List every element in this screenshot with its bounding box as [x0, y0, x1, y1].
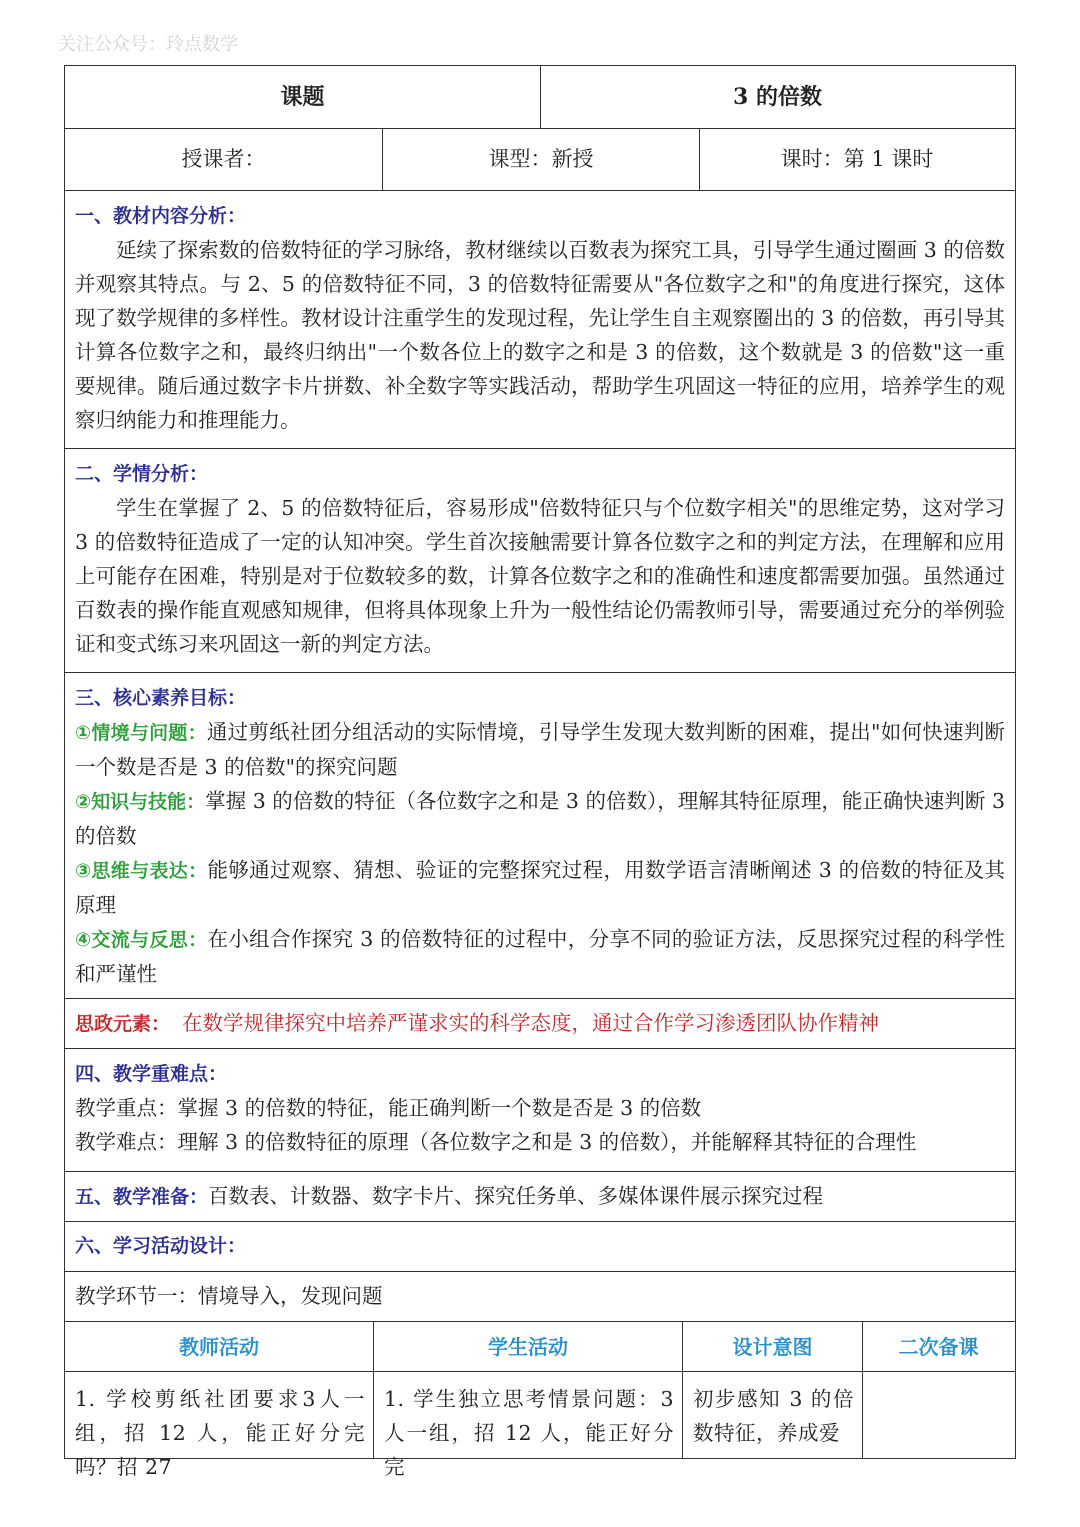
teacher-activity-cell: 1. 学校剪纸社团要求3人一组，招 12 人，能正好分完吗？招 27 — [75, 1387, 365, 1479]
goal-item — [75, 715, 1005, 784]
goal-text: 在小组合作探究 3 的倍数特征的过程中，分享不同的验证方法，反思探究过程的科学性和严谨性 — [75, 927, 1006, 986]
design-intent-header: 设计意图 — [682, 1322, 862, 1371]
lesson-plan-table — [64, 65, 1016, 1479]
goal-label: ①情境与问题： — [75, 722, 207, 744]
preparation-section — [65, 1172, 1015, 1222]
goal-item — [75, 853, 1005, 922]
goal-text: 通过剪纸社团分组活动的实际情境，引导学生发现大数判断的困难，提出"如何快速判断一个数是否是 3 的倍数"的探究问题 — [75, 720, 1005, 779]
preparation-text: 百数表、计数器、数字卡片、探究任务单、多媒体课件展示探究过程 — [208, 1184, 824, 1208]
teacher-activity-header: 教师活动 — [179, 1334, 259, 1359]
lesson-type-cell: 课型：新授 — [382, 129, 699, 190]
teacher-cell: 授课者： — [181, 146, 266, 171]
activity-design-heading: 六、学习活动设计： — [75, 1235, 247, 1257]
watermark: 关注公众号：玲点数学 — [58, 34, 238, 55]
activity-design-section — [65, 1222, 1015, 1272]
topic-value: 3 的倍数 — [540, 66, 1014, 128]
teaching-stage-row — [65, 1272, 1015, 1322]
ideology-label: 思政元素： — [75, 1013, 171, 1035]
student-activity-cell: 1. 学生独立思考情景问题：3 人一组，招 12 人，能正好分完 — [373, 1372, 682, 1458]
lesson-period-cell: 课时：第 1 课时 — [699, 129, 1014, 190]
learner-analysis-section — [65, 449, 1015, 673]
student-activity-header: 学生活动 — [373, 1322, 682, 1371]
core-goals-heading: 三、核心素养目标： — [75, 687, 247, 709]
ideology-text: 在数学规律探究中培养严谨求实的科学态度，通过合作学习渗透团队协作精神 — [182, 1011, 880, 1035]
goal-text: 能够通过观察、猜想、验证的完整探究过程，用数学语言清晰阐述 3 的倍数的特征及其原理 — [75, 858, 1006, 917]
goal-label: ③思维与表达： — [75, 860, 208, 882]
learner-analysis-text: 学生在掌握了 2、5 的倍数特征后，容易形成"倍数特征只与个位数字相关"的思维定势，这对学习 3 的倍数特征造成了一定的认知冲突。学生首次接触需要计算各位数字之和的判定方法，在理解和应用上可能存在困难，特别是对于位数较多的数，计算各位数字之和的准确性和速度都需要加强。虽然通过百数表的操作能直观感知规律，但将具体现象上升为一般性结论仍需教师引导，需要通过充分的举例验证和变式练习来巩固这一新的判定方法。 — [75, 496, 1005, 656]
textbook-analysis-heading: 一、教材内容分析： — [75, 205, 247, 227]
key-point-text: 教学重点：掌握 3 的倍数的特征，能正确判断一个数是否是 3 的倍数 — [75, 1096, 702, 1120]
topic-label: 课题 — [280, 83, 325, 110]
activity-table-header — [65, 1322, 1015, 1372]
info-row — [65, 129, 1015, 191]
difficult-point-text: 教学难点：理解 3 的倍数特征的原理（各位数字之和是 3 的倍数），并能解释其特征的合理性 — [75, 1130, 917, 1154]
key-points-section — [65, 1049, 1015, 1172]
goal-text: 掌握 3 的倍数的特征（各位数字之和是 3 的倍数），理解其特征原理，能正确快速判断 3 的倍数 — [75, 789, 1005, 848]
textbook-analysis-text: 延续了探索数的倍数特征的学习脉络，教材继续以百数表为探究工具，引导学生通过圈画 3 的倍数并观察其特点。与 2、5 的倍数特征不同，3 的倍数特征需要从"各位数字之和"的角度进行探究，这体现了数学规律的多样性。教材设计注重学生的发现过程，先让学生自主观察圈出的 3 的倍数，再引导其计算各位数字之和，最终归纳出"一个数各位上的数字之和是 3 的倍数，这个数就是 3 的倍数"这一重要规律。随后通过数字卡片拼数、补全数字等实践活动，帮助学生巩固这一特征的应用，培养学生的观察归纳能力和推理能力。 — [75, 238, 1005, 432]
core-goals-section — [65, 673, 1015, 999]
goal-label: ②知识与技能： — [75, 791, 206, 813]
activity-table-row — [65, 1372, 1015, 1479]
secondary-prep-cell — [862, 1372, 1014, 1458]
learner-analysis-heading: 二、学情分析： — [75, 463, 209, 485]
teaching-stage-text: 教学环节一：情境导入，发现问题 — [75, 1284, 383, 1308]
design-intent-cell: 初步感知 3 的倍数特征，养成爱 — [682, 1372, 862, 1458]
textbook-analysis-section — [65, 191, 1015, 449]
goal-label: ④交流与反思： — [75, 929, 208, 951]
preparation-label: 五、教学准备： — [75, 1186, 209, 1208]
key-points-heading: 四、教学重难点： — [75, 1063, 228, 1085]
goal-item — [75, 922, 1005, 991]
ideology-section — [65, 999, 1015, 1049]
goal-item — [75, 784, 1005, 853]
secondary-prep-header: 二次备课 — [862, 1322, 1014, 1371]
topic-row — [65, 66, 1015, 129]
